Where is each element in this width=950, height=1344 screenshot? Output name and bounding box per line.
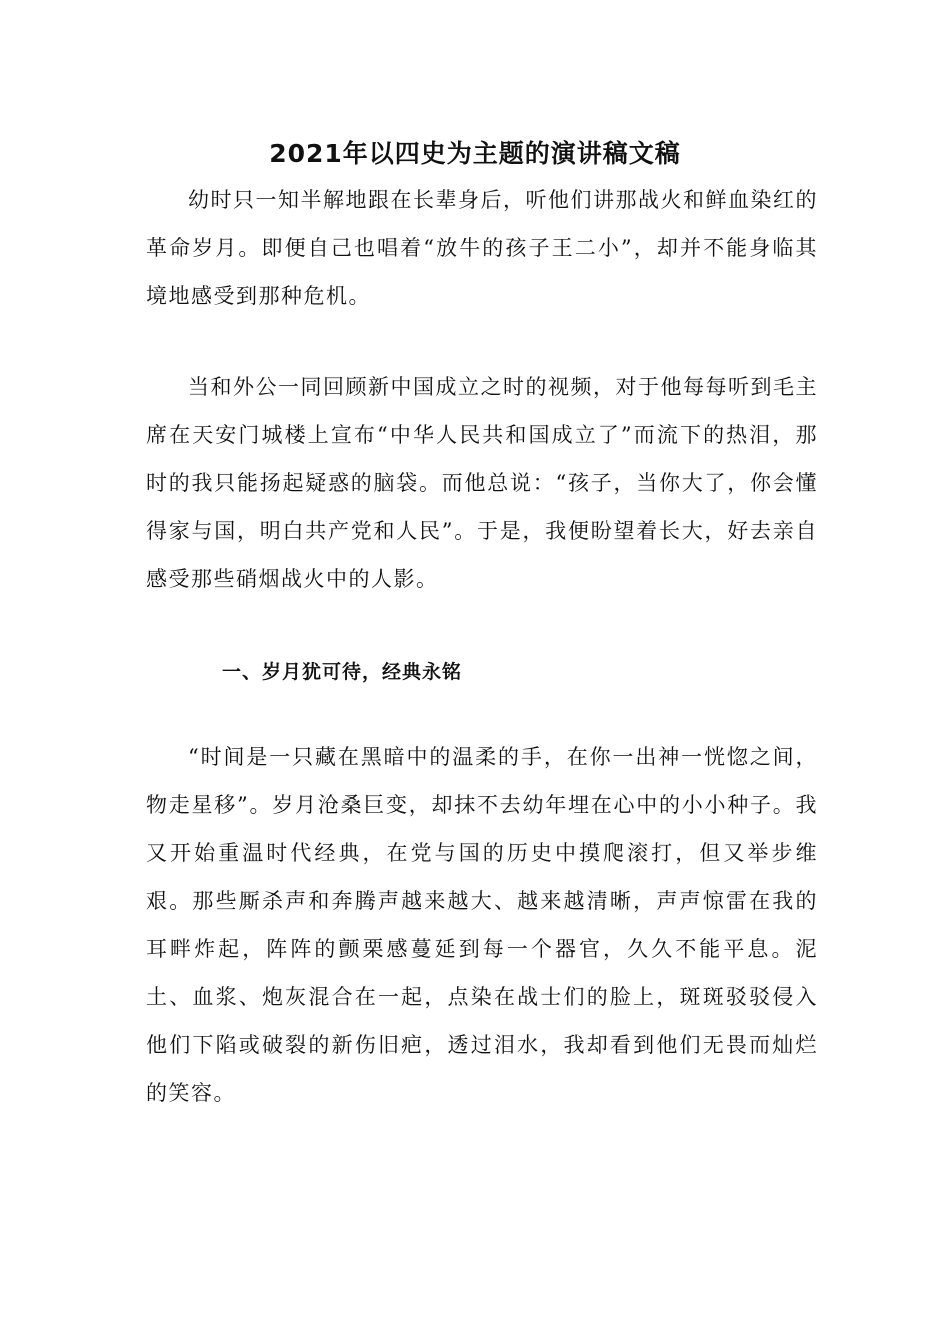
section-heading: 一、岁月犹可待，经典永铭 (222, 661, 463, 683)
document-title: 2021年以四史为主题的演讲稿文稿 (269, 139, 681, 168)
section-paragraph: “时间是一只藏在黑暗中的温柔的手，在你一出神一恍惚之间，物走星移”。岁月沧桑巨变，却抹不去幼年埋在心中的小小种子。我又开始重温时代经典，在党与国的历史中摸爬滚打，但又举步维艰。那些厮杀声和奔腾声越来越大、越来越清晰，声声惊雷在我的耳畔炸起，阵阵的颤栗感蔓延到每一个器官，久久不能平息。泥土、血浆、炮灰混合在一起，点染在战士们的脸上，斑斑驳驳侵入他们下陷或破裂的新伤旧疤，透过泪水，我却看到他们无畏而灿烂的笑容。 (146, 745, 818, 1105)
paragraph-childhood: 幼时只一知半解地跟在长辈身后，听他们讲那战火和鲜血染红的革命岁月。即便自己也唱着“放牛的孩子王二小”，却并不能身临其境地感受到那种危机。 (146, 188, 818, 308)
paragraph-grandfather: 当和外公一同回顾新中国成立之时的视频，对于他每每听到毛主席在天安门城楼上宣布“中华人民共和国成立了”而流下的热泪，那时的我只能扬起疑惑的脑袋。而他总说：“孩子，当你大了，你会懂得家与国，明白共产党和人民”。于是，我便盼望着长大，好去亲自感受那些硝烟战火中的人影。 (146, 375, 818, 591)
